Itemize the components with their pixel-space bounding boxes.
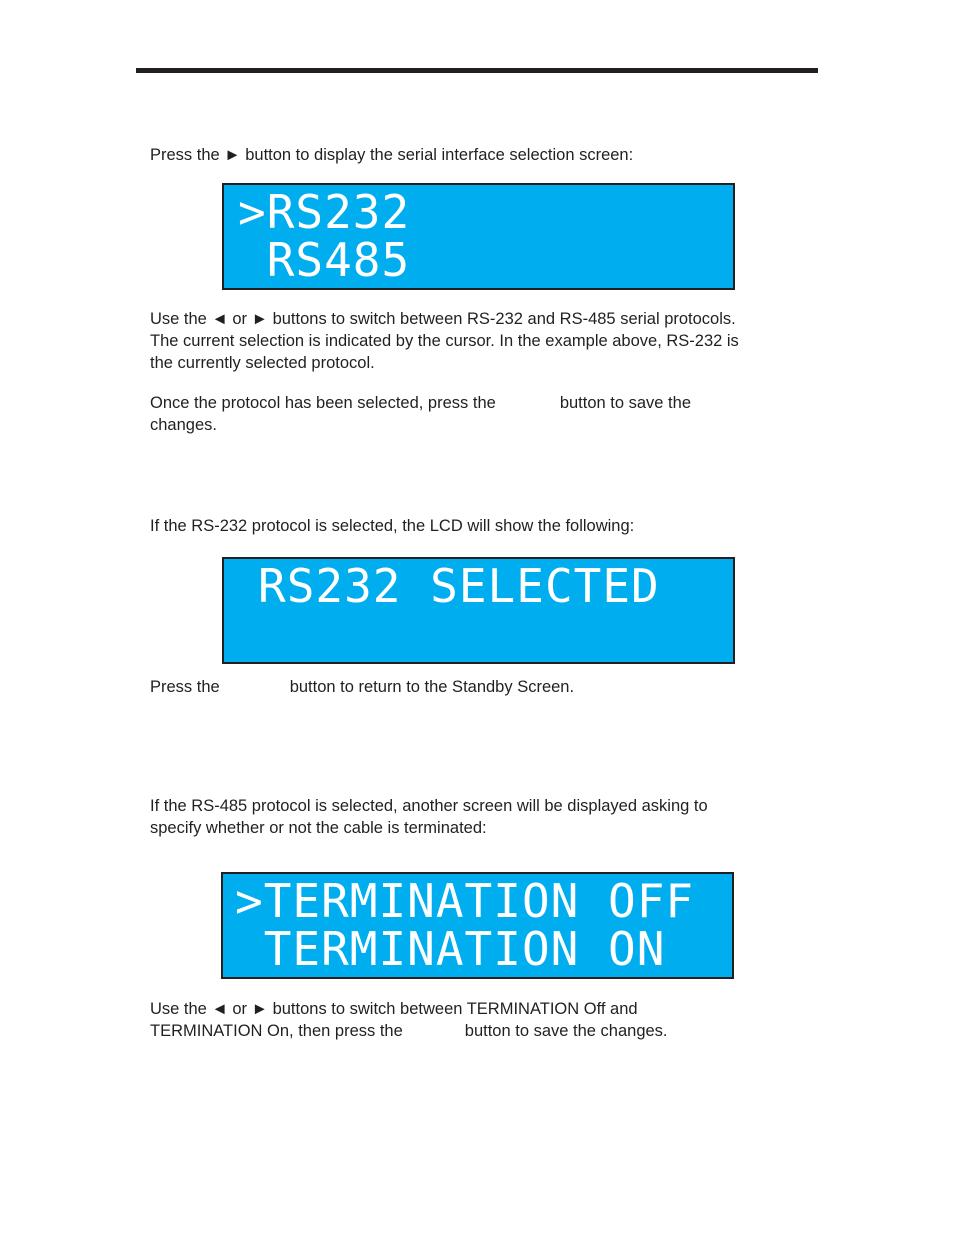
- switch-paragraph: Use the ◄ or ► buttons to switch between RS-232 and RS-485 serial protocols. The current selection is indicated by the cursor. In the example above, RS-232 is the currently selected protocol.: [150, 310, 739, 372]
- rs232-paragraph: If the RS-232 protocol is selected, the LCD will show the following:: [150, 517, 635, 535]
- rs485-paragraph: If the RS-485 protocol is selected, another screen will be displayed asking to specify whether or not the cable is terminated:: [150, 797, 708, 837]
- intro-paragraph: Press the ► button to display the serial interface selection screen:: [150, 146, 634, 164]
- lcd-line-termination-off: >TERMINATION OFF: [235, 874, 695, 928]
- return-paragraph: Press the button to return to the Standby Screen.: [150, 678, 575, 696]
- lcd-screen-termination: [221, 872, 734, 979]
- lcd-line-termination-on: TERMINATION ON: [235, 922, 666, 976]
- lcd-line-rs232: >RS232: [238, 185, 411, 239]
- header-rule: [136, 68, 818, 73]
- right-arrow-icon: ►: [251, 310, 268, 328]
- lcd-line-rs232-selected: RS232 SELECTED: [258, 559, 660, 613]
- left-arrow-icon: ◄: [211, 310, 228, 328]
- lcd-line-rs485: RS485: [238, 233, 411, 287]
- termination-paragraph: Use the ◄ or ► buttons to switch between TERMINATION Off and TERMINATION On, then press the button to save the changes.: [150, 1000, 668, 1040]
- right-arrow-icon: ►: [224, 146, 241, 164]
- right-arrow-icon: ►: [251, 1000, 268, 1018]
- lcd-screen-rs232-selected: [222, 557, 735, 664]
- lcd-screen-serial-select: [222, 183, 735, 290]
- left-arrow-icon: ◄: [211, 1000, 228, 1018]
- save-paragraph: Once the protocol has been selected, press the button to save the changes.: [150, 394, 691, 434]
